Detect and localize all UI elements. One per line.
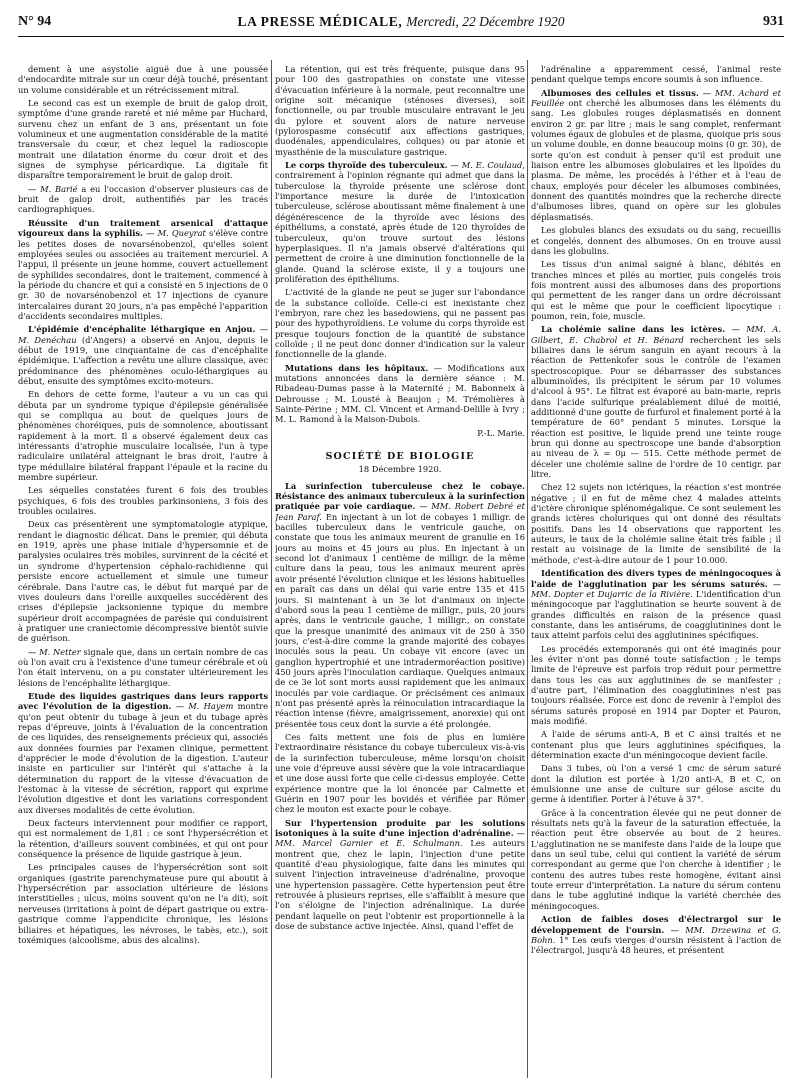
paragraph-text: En dehors de cette forme, l'auteur a vu un cas qui débuta par un syndrome typique d'épilepsie généralisée qui se compliqua au bout de quelques jours de phénomènes choréiques, puis de somnolence, aboutissant rapidement à la mort. Il a observé également deux cas intéressants d'atrophie musculaire localisée, l'un à type radiculaire unilatéral atteignant le bras droit, l'autre à type médullaire bilatéral frappant l'épaule et la racine du membre supérieur. <box>18 389 268 483</box>
article-author: — MM. Dopter et Dujarric de la Rivière. <box>531 578 781 599</box>
article-author: — M. Netter <box>28 646 81 657</box>
paragraph <box>18 485 268 516</box>
paragraph <box>18 64 268 95</box>
paragraph-text: montre qu'on peut obtenir du tubage à jeun et du tubage après repas d'épreuve, joints à l'évaluation de la concentration de ces liquides, des renseignements précieux qui, associés aux données fournies par l'examen clinique, permettent d'apprécier le mode d'évolution de la digestion. L'auteur insiste en particulier sur l'intérêt qui s'attache à la détermination du rapport de la vitesse d'évacuation de l'estomac à la vitesse de sécrétion, rapport qui exprime l'évolution digestive et dont les variations correspondent aux diverses modalités de cette évolution. <box>18 701 268 815</box>
article-heading: Sur l'hypertension produite par les solutions isotoniques à la suite d'une injection d'adrénaline. <box>275 817 525 839</box>
column-divider <box>271 60 272 1078</box>
paragraph-text: (d'Angers) a observé en Anjou, depuis le début de 1919, une cinquantaine de cas d'encéphalite épidémique. L'affection a revêtu une allure classique, avec prédominance des phénomènes oculo-léthargiques au début, ensuite des symptômes excito-moteurs. <box>18 334 268 386</box>
article-author: — MM. Achard et Feuillée <box>531 87 781 109</box>
paragraph-text: recherchent les sels biliaires dans le sérum sanguin en ayant recours à la réaction de Pettenkofer sous le contrôle de l'examen spectroscopique. Pour se débarrasser des substances albuminoïdes, ils précipitent le sérum par 10 volumes d'alcool à 95°. Le filtrat est évaporé au bain-marie, repris dans l'acide sulfurique préalablement dilué de moitié, additionné d'une goutte de furfurol et finalement porté à la température de 60° pendant 5 minutes. Lorsque la réaction est positive, le liquide prend une teinte rouge brun qui donne au spectroscope une bande d'absorption au niveau de λ = 0μ — 515. Cette méthode permet de déceler une cholémie saline de l'ordre de 10 centigr. par litre. <box>531 334 781 480</box>
column-3 <box>531 64 781 1076</box>
article-heading: La cholémie saline dans les ictères. <box>541 324 726 335</box>
article-heading: Identification des divers types de méningocoques à l'aide de l'agglutination par les sérums saturés. <box>531 568 781 589</box>
article <box>275 160 525 284</box>
paragraph-text: contrairement à l'opinion régnante qui admet que dans la tuberculose la thyroïde présente une sclérose dont l'importance mesure la durée de l'intoxication tuberculeuse, sclérose aboutissant même finalement à une dégénérescence de la thyroïde avec lésions des épithéliums, a constaté, après étude de 120 thyroïdes de tuberculeux, qu'on trouve surtout des lésions hyperplasiques. Il n'a jamais observé d'altérations qui permettent de croire à une diminution fonctionnelle de la glande. Quand la sclérose existe, il y a toujours une prolifération des épithéliums. <box>275 170 525 284</box>
article-heading: L'épidémie d'encéphalite léthargique en Anjou. <box>28 324 256 335</box>
article-heading: Albumoses des cellules et tissus. <box>541 87 699 98</box>
paragraph <box>18 389 268 482</box>
paragraph-text: ont cherché les albumoses dans les éléments du sang. Les globules rouges déplasmatisés en donnent environ 2 gr. par litre ; mais le sang complet, renfermant volumes égaux de globules et de plasma, quoique pris sous un volume double, en donne beaucoup moins (0 gr. 30), de sorte qu'on est conduit à penser qu'il est produit une liaison entre les albumoses globulaires et les lipoïdes du plasma. De même, les procédés à l'éther et à l'eau de chaux, employés pour déceler les albumoses combinées, donnent des quantités moindres que la recherche directe d'albumoses libres, quand on opère sur les globules déplasmatisés. <box>531 98 781 222</box>
paragraph-text: — Modifications aux mutations annoncées dans la dernière séance : M. Ribadeau-Dumas passe à la Maternité ; M. Babonneix à Debrousse ; M. Lousté à Beaujon ; M. Trémolières à Sainte-Périne ; MM. Cl. Vincent et Armand-Delille à Ivry ; M. L. Ramond à la Maison-Dubois. <box>275 362 525 425</box>
article <box>531 568 781 640</box>
article <box>531 324 781 479</box>
article-author: — MM. Drzewina et G. Bohn. <box>531 924 781 945</box>
paragraph <box>531 763 781 804</box>
paragraph-text: Deux cas présentèrent une symptomatologie atypique, rendant le diagnostic délicat. Dans le premier, qui débuta en 1919, après une phase initiale d'hypersomnie et de paralysies oculaires très mobiles, survinrent de la cécité et un syndrome d'hypertension céphalo-rachidienne qui persiste encore actuellement et simule une tumeur cérébrale. Dans l'autre cas, le début fut marqué par de vives douleurs dans l'oreille auxquelles succédèrent des crises d'épilepsie jacksonienne typique du membre supérieur droit accompagnées de parésie qui conduisirent à pratiquer une craniectomie décompressive bientôt suivie de guérison. <box>18 519 268 644</box>
article-author: — M. Barié <box>28 183 78 194</box>
article-author: — MM. Robert Debré et Jean Paraf. <box>275 501 525 522</box>
paragraph-text: Ces faits mettent une fois de plus en lumière l'extraordinaire résistance du cobaye tuberculeux vis-à-vis de la surinfection tuberculeuse, même lorsqu'on choisit une voie d'épreuve aussi sévère que la voie intracardiaque et une dose aussi forte que celle ci-dessus employée. Cette expérience montre que la loi énoncée par Calmette et Guérin en 1907 pour les bovidés et vérifiée par Römer chez le mouton est exacte pour le cobaye. <box>275 731 525 815</box>
article <box>18 324 268 386</box>
paragraph <box>275 732 525 815</box>
paragraph <box>531 482 781 565</box>
paragraph <box>275 287 525 359</box>
paragraph-text: 1° Les œufs vierges d'oursin résistent à l'action de l'électrargol, jusqu'à 48 heures, et présentent <box>531 934 781 956</box>
paragraph <box>18 519 268 643</box>
paragraph <box>531 808 781 911</box>
article <box>18 218 268 321</box>
article-author: — MM. Marcel Garnier et E. Schulmann. <box>275 828 525 849</box>
article-author: — MM. A. Gilbert, E. Chabrol et H. Bénard <box>531 324 781 345</box>
paragraph-text: En injectant à un lot de cobayes 1 milligr. de bacilles tuberculeux dans le ventricule gauche, on constate que tous les animaux meurent de granulie en 16 jours au moins et 45 jours au plus. En injectant à un second lot d'animaux 1 centième de milligr. de la même culture dans la peau, tous les animaux meurent après avoir présenté l'évolution clinique et les lésions habituelles en paraît cas dans un délai qui varie entre 135 et 415 jours. Si maintenant à un 3e lot d'animaux on injecte d'abord sous la peau 1 centième de milligr., puis, 20 jours après, dans le ventricule gauche, 1 milligr., on constate que la presque unanimité des animaux vit de 250 à 350 jours, c'est-à-dire comme la grande majorité des cobayes inoculés sous la peau. Un cobaye vit encore (avec un ganglion hypertrophié et une intradermoréaction positive) 450 jours après l'inoculation cardiaque. Quelques animaux de ce 3e lot sont morts aussi rapidement que les animaux inoculés par voie cardiaque. Or précisément ces animaux n'ont pas présenté après la réinoculation intracardiaque la réaction intense (fièvre, amaigrissement, anorexie) qui ont présentée tous ceux dont la survie a été prolongée. <box>275 511 525 729</box>
paragraph-text: s'élève contre les petites doses de novarsénobenzol, qu'elles soient employées seules ou associées au traitement mercuriel. A l'appui, il présente un jeune homme, couvert actuellement de syphilides secondaires, dont le traitement, commencé à la période du chancre et qui a consisté en 5 injections de 0 gr. 30 de novarsénobenzol et 17 injections de cyanure intercalaires durant 20 jours, n'a pas empêché l'apparition d'accidents secondaires multiples. <box>18 228 268 321</box>
article <box>531 914 781 955</box>
section-title: SOCIÉTÉ DE BIOLOGIE <box>325 451 475 463</box>
article <box>531 88 781 222</box>
paragraph-text: A l'aide de sérums anti-A, B et C ainsi traités et ne contenant plus que leurs agglutinines spécifiques, la détermination exacte d'un méningocoque devient facile. <box>531 729 781 760</box>
paragraph-text: dement à une asystolie aiguë due à une poussée d'endocardite mitrale sur un cœur déjà touché, présentant un volume considérable et un rétrécissement mitral. <box>18 64 268 95</box>
article-heading: Action de faibles doses d'électrargol sur le développement de l'oursin. <box>531 914 781 935</box>
paragraph-text: L'activité de la glande ne peut se juger sur l'abondance de la substance colloïde. Celle-ci est inexistante chez l'embryon, rare chez les basedowiens, qui ne passent pas pour des hypothyroïdiens. Le volume du corps thyroïde est presque toujours fonction de la quantité de substance colloïde ; il ne peut donc donner d'indication sur la valeur fonctionnelle de la glande. <box>275 287 525 360</box>
paragraph-text: l'adrénaline a apparemment cessé, l'animal reste pendant quelque temps encore soumis à son influence. <box>531 64 781 85</box>
article-author: — M. Queyrat <box>146 228 206 239</box>
paragraph <box>18 862 268 945</box>
paragraph <box>531 644 781 727</box>
paragraph-text: Le second cas est un exemple de bruit de galop droit, symptôme d'une grande rareté et nié même par Huchard, survenu chez un enfant de 3 ans, présentant un foie volumineux et une augmentation considérable de la matité transversale du cœur, et chez lequel la radioscopie montrait une dilatation énorme du cœur droit et des signes de symphyse péricardique. La digitale fit disparaître temporairement le bruit de galop droit. <box>18 98 268 181</box>
article-heading: Réussite d'un traitement arsenical d'attaque vigoureux dans la syphilis. <box>18 217 268 239</box>
masthead <box>18 14 784 30</box>
paragraph-text: Les tissus d'un animal saigné à blanc, débités en tranches minces et pilés au mortier, puis congelés trois fois montrent aussi des albumoses dans des proportions qui permettent de les ranger dans un ordre décroissant qui est le même que pour le coefficient lipocytique : poumon, rein, foie, muscle. <box>531 259 781 321</box>
article <box>275 818 525 932</box>
paragraph-text: signale que, dans un certain nombre de cas où l'on avait cru à l'existence d'une tumeur cérébrale et où l'on était intervenu, on a pu constater ultérieurement les lésions de l'encéphalite léthargique. <box>18 646 268 688</box>
article-heading: La surinfection tuberculeuse chez le cobaye. Résistance des animaux tuberculeux à la surinfection pratiquée par voie cardiaque. <box>275 480 525 512</box>
paragraph-text: Les procédés extemporanés qui ont été imaginés pour les éviter n'ont pas donné toute satisfaction ; le temps limite de l'épreuve est parfois trop réduit pour permettre dans tous les cas aux agglutinines de se manifester ; d'autre part, l'élimination des coagglutinines n'est pas toujours réalisée. Force est donc de revenir à l'emploi des sérums saturés proposé en 1914 par Dopter et Pauron, mais modifié. <box>531 643 781 726</box>
article-heading: Mutations dans les hôpitaux. <box>285 362 429 373</box>
paragraph <box>531 64 781 85</box>
paragraph <box>531 729 781 760</box>
article <box>275 363 525 425</box>
paragraph <box>531 259 781 321</box>
header-rule <box>18 36 784 37</box>
paragraph-text: Deux facteurs interviennent pour modifier ce rapport, qui est normalement de 1,81 : ce sont l'hypersécrétion et la rétention, d'ailleurs souvent combinées, et qui ont pour conséquence la présence de liquide gastrique à jeun. <box>18 818 268 860</box>
paragraph <box>18 818 268 859</box>
article-author: — M. Hayem <box>175 701 234 712</box>
page-number: 931 <box>763 14 784 29</box>
paragraph-text: Les principales causes de l'hypersécrétion sont soit organiques (gastrite parenchymateuse pure qui aboutit à l'hypersécrétion par association ultérieure de lésions interstitielles ; ulcus, moins souvent qu'on ne l'a dit), soit nerveuses (irritations à point de départ gastrique ou extra-gastrique comme l'appendicite chronique, les lésions biliaires et hépatiques, les névroses, le tabès, etc.), soit toxémiques (alcoolisme, abus des alcalins). <box>18 862 268 945</box>
paragraph <box>18 98 268 181</box>
paragraph-text: a eu l'occasion d'observer plusieurs cas de bruit de galop droit, authentifiés par les tracés cardiographiques. <box>18 183 268 215</box>
article-heading: Le corps thyroïde des tuberculeux. <box>285 160 448 171</box>
paragraph-text: Dans 3 tubes, où l'on a versé 1 cmc de sérum saturé dont la dilution est portée à 1/20 anti-A, B et C, on émulsionne une anse de culture sur gélose ascite du germe à identifier. Porter à l'étuve à 37°. <box>531 763 781 805</box>
paragraph-text: Les séquelles constatées furent 6 fois des troubles psychiques, 6 fois des troubles parkinsoniens, 3 fois des troubles oculaires. <box>18 485 268 517</box>
column-2 <box>275 64 525 1076</box>
paragraph <box>531 225 781 256</box>
journal-name: LA PRESSE MÉDICALE, <box>237 14 403 29</box>
article-author: — M. Denéchau <box>18 324 268 345</box>
paragraph <box>18 184 268 215</box>
paragraph-text: L'identification d'un méningocoque par l'agglutination se heurte souvent à de grandes difficultés en raison de la présence quasi constante, dans les antisérums, de coagglutinines dont le taux atteint parfois celui des agglutinines spécifiques. <box>531 588 781 641</box>
article-author: — M. E. Coulaud, <box>450 160 525 171</box>
column-1 <box>18 64 268 1076</box>
signature: P.-L. Marie. <box>477 427 525 438</box>
paragraph-text: Grâce à la concentration élevée qui ne peut donner de résultats nets qu'à la faveur de la saturation effectuée, la réaction peut être observée au bout de 2 heures. L'agglutination ne se manifeste dans l'aide de la loupe que dans un seul tube, celui qui contient la variété de sérum correspondant au germe que l'on cherche à identifier ; le contenu des autres tubes reste homogène, évitant ainsi toute erreur d'interprétation. La nature du sérum contenu dans le tube agglutiné indique la variété cherchée des méningocoques. <box>531 807 781 911</box>
paragraph-text: La rétention, qui est très fréquente, puisque dans 95 pour 100 des gastropathies on constate une vitesse d'évacuation inférieure à la normale, peut reconnaître une origine soit mécanique (sténoses diverses), soit fonctionnelle, ou par trouble musculaire entravant le jeu du pylore et souvent alors de nature nerveuse (pylorospasme consécutif aux affections gastriques, duodénales, appendiculaires, coliques) ou par atonie et myasthénie de la musculature gastrique. <box>275 64 525 157</box>
section-date: 18 Décembre 1920. <box>358 464 442 475</box>
paragraph-text: Chez 12 sujets non ictériques, la réaction s'est montrée négative ; il en fut de même chez 4 malades atteints d'ictère chronique splénomégalique. Ce sont seulement les grands ictères choluriques qui ont donné des résultats positifs. Dans les 14 observations que rapportent les auteurs, le taux de la cholémie saline était très faible ; il restait au voisinage de la limite de sensibilité de la méthode, c'est-à-dire autour de 1 pour 10.000. <box>531 482 781 565</box>
page-header <box>18 6 784 46</box>
column-divider <box>527 60 528 1078</box>
paragraph <box>18 647 268 688</box>
paragraph-text: Les globules blancs des exsudats ou du sang, recueillis et congelés, donnent des albumoses. On en trouve aussi dans les globulins. <box>531 225 781 256</box>
issue-date: Mercredi, 22 Décembre 1920 <box>406 14 565 29</box>
article <box>18 691 268 815</box>
article-heading: Etude des liquides gastriques dans leurs rapports avec l'évolution de la digestion. <box>18 690 268 712</box>
issue-number: N° 94 <box>18 14 52 29</box>
paragraph-text: Les auteurs montrent que, chez le lapin, l'injection d'une petite quantité d'eau physiologique, faite dans les minutes qui suivent l'injection intraveineuse d'adrénaline, provoque une hypertension passagère. Cette hypertension peut être retrouvée à plusieurs reprises, elle s'affaiblit à mesure que l'on s'éloigne de l'injection adrénalinique. La durée pendant laquelle on peut l'obtenir est proportionnelle à la dose de substance active injectée. Ainsi, quand l'effet de <box>275 838 525 932</box>
paragraph <box>275 64 525 157</box>
article <box>275 481 525 729</box>
